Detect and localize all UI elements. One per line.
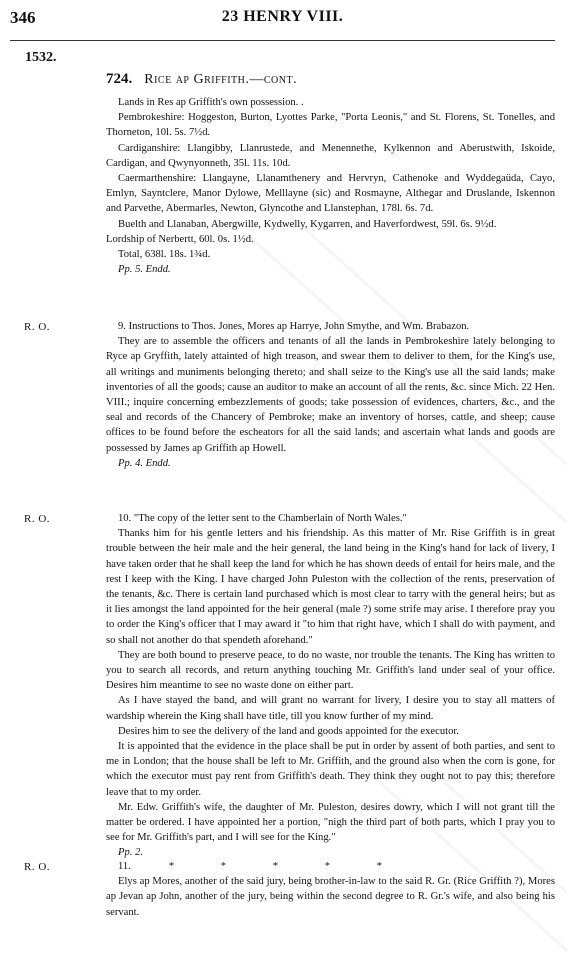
ro-marker: R. O. bbox=[24, 513, 51, 525]
item-10-note: Pp. 2. bbox=[118, 847, 144, 859]
item-11-number: 11. bbox=[118, 861, 131, 872]
item-11 bbox=[106, 859, 555, 920]
page-number: 346 bbox=[10, 8, 36, 27]
lands-section bbox=[106, 95, 555, 277]
item-10-paragraph: It is appointed that the evidence in the place shall be put in order by assent of both parties, and sent to me in London; that the house shall be left to Mr. Griffith, and the ground also when the corn is gone, for which the executor must pay rent from Griffith's death. They think they ought not to pay this; therefore leave that to my order. bbox=[106, 741, 555, 798]
header-rule bbox=[10, 40, 555, 41]
entry-number: 724. bbox=[106, 71, 133, 87]
year-label: 1532. bbox=[25, 50, 57, 65]
lands-caermarthenshire: Caermarthenshire: Llangayne, Llanamthenery and Hervryn, Cathenoke and Wyddegaüda, Cayo, Emlyn, Sayntclere, Manor Dylowe, Melllayne (sic) and Rosmayne, Althegar and Druslande, Iskennon and Parvethe, Abermarles, Newton, Glyncothe and Llanstephan, 178l. 6s. 7d. bbox=[106, 173, 555, 215]
item-11-body: Elys ap Mores, another of the said jury, being brother-in-law to the said R. Gr. (Rice Griffith ?), Mores ap Jevan ap John, another of the jury, being within the second degree to R. Gr.'s wife, and also being his servant. bbox=[106, 876, 555, 918]
lands-cardiganshire: Cardiganshire: Llangibby, Llanrustede, and Menennethe, Kylkennon and Aberustwith, Iskoide, Cardigan, and Qwynyonneth, 35l. 11s. 10d. bbox=[106, 142, 555, 169]
item-11-heading bbox=[106, 859, 555, 874]
item-10-paragraph: They are both bound to preserve peace, to do no waste, nor trouble the tenants. The King has written to you to search all records, and return anything touching Mr. Griffith's land under seal of your office. Desires him meantime to see no waste done on either part. bbox=[106, 649, 555, 692]
lands-total: Total, 638l. 18s. 1¾d. bbox=[118, 249, 211, 261]
omission-marks: * * * * * bbox=[168, 861, 404, 872]
ro-marker: R. O. bbox=[24, 861, 51, 873]
running-title: 23 HENRY VIII. bbox=[221, 8, 344, 25]
lands-nerbertt: Lordship of Nerbertt, 60l. 0s. 1½d. bbox=[106, 233, 254, 245]
ro-marker: R. O. bbox=[24, 321, 51, 333]
item-9-note: Pp. 4. Endd. bbox=[118, 457, 171, 469]
item-10-paragraph: Desires him to see the delivery of the land and goods appointed for the executor. bbox=[118, 725, 459, 737]
lands-note: Pp. 5. Endd. bbox=[118, 264, 171, 276]
lands-pembrokeshire: Pembrokeshire: Hoggeston, Burton, Lyottes Parke, "Porta Leonis," and St. Florens, St. Tonelles, and Thorneton, 10l. 5s. 7½d. bbox=[106, 112, 555, 139]
entry-title: Rice ap Griffith.—cont. bbox=[144, 72, 298, 87]
item-10-paragraph: Mr. Edw. Griffith's wife, the daughter of Mr. Puleston, desires dowry, which I will not grant till the matter be ordered. I have appointed her a portion, "nigh the third part of both parts, which I pray you to see for Mr. Griffith's part, and I will see for the King." bbox=[106, 801, 555, 844]
item-10-paragraph: As I have stayed the band, and will grant no warrant for livery, I desire you to stay all matters of wardship wherein the King shall have title, till you know further of my mind. bbox=[106, 695, 555, 722]
item-10-paragraph: Thanks him for his gentle letters and his friendship. As this matter of Mr. Rise Griffith is in great trouble between the heir male and the heir general, the land being in the King's hand for lack of livery, I have taken order that he shall keep the land for which he has shown deeds of entail for heirs male, and the rest I keep with the King. I have charged John Puleston with the collection of the rents, preservation of the tenants, &c. There is certain land purchased which is most clear to tarry with the general heirs; but as it lies amongst the land appointed for the heir general (male ?) some strife may arise. I therefore pray you to order the King's officer that I may award it "to him that right have, which I shall do with payment, and so shall not another do that spendeth aforehand." bbox=[106, 528, 555, 646]
item-9-title: 9. Instructions to Thos. Jones, Mores ap Harrye, John Smythe, and Wm. Brabazon. bbox=[118, 321, 470, 332]
item-9 bbox=[106, 319, 555, 471]
lands-buelth: Buelth and Llanaban, Abergwille, Kydwelly, Kygarren, and Haverfordwest, 59l. 6s. 9½d. bbox=[118, 218, 497, 230]
page-header bbox=[10, 8, 555, 36]
entry-heading bbox=[106, 71, 297, 88]
item-10-title: 10. "The copy of the letter sent to the Chamberlain of North Wales." bbox=[118, 513, 407, 524]
lands-intro: Lands in Res ap Griffith's own possession. . bbox=[118, 97, 304, 108]
item-10 bbox=[106, 511, 555, 861]
item-9-body: They are to assemble the officers and tenants of all the lands in Pembrokeshire lately belonging to Ryce ap Gryffith, lately attainted of high treason, and swear them to deliver to them, for the King's use, all writings and muniments belonging thereto; and shall seize to the King's use all the said lands; make inventories of all the goods; cause an auditor to make an account of all the rents, &c. since Mich. 22 Hen. VIII.; inquire concerning embezzlements of goods; take possession of evidences, charters, &c., and the seal and records of the Chancery of Pembroke; make an inventory of horses, cattle, and sheep; cause offices to be found before the escheators for all the said lands; and ascertain what lands and goods are possessed by James ap Griffith ap Howell. bbox=[106, 336, 555, 454]
